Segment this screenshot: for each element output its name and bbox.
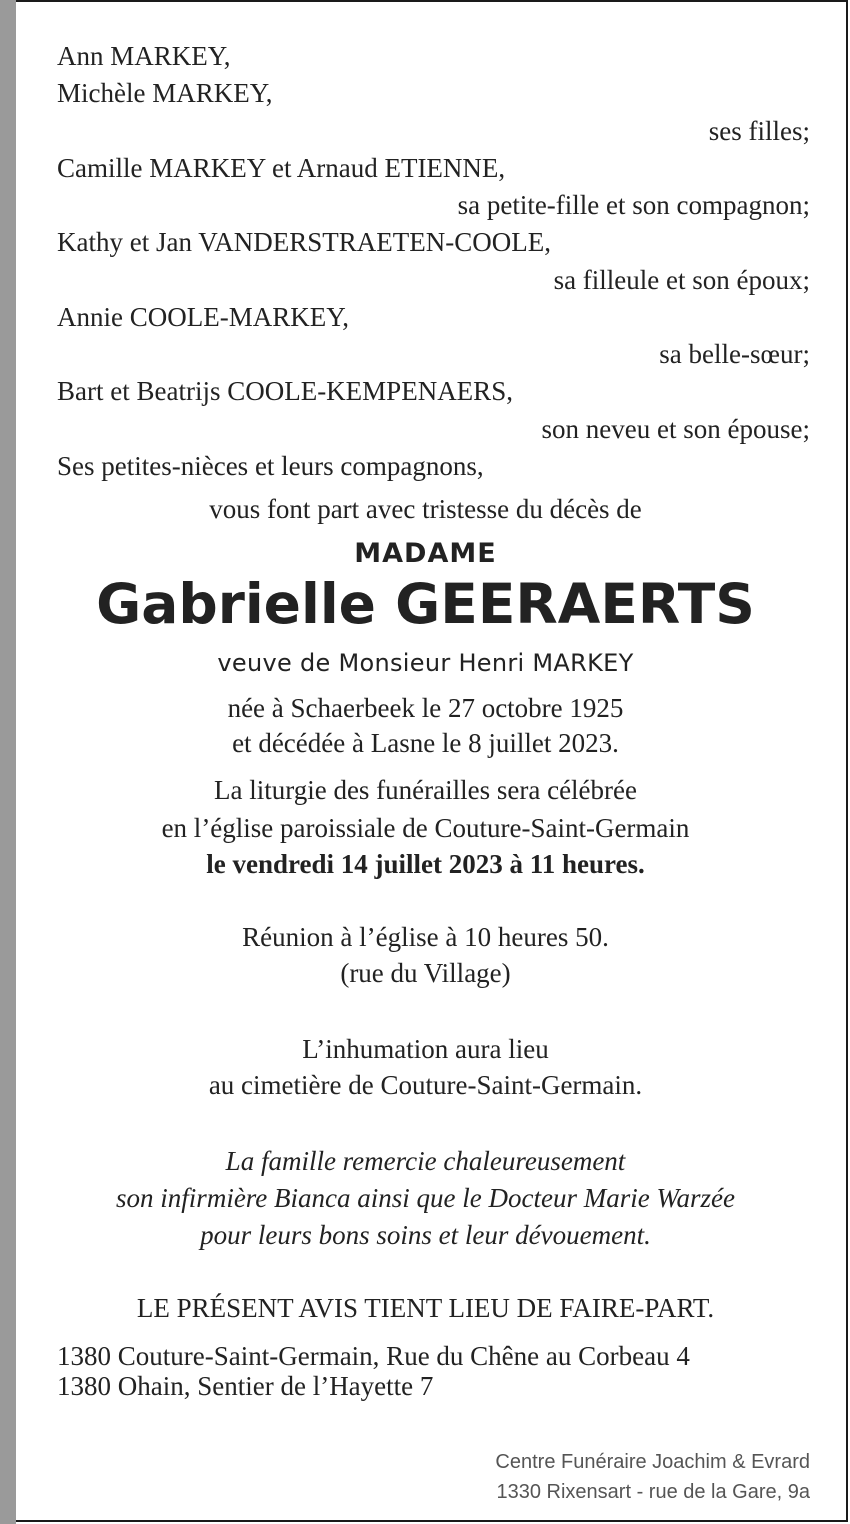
funeral-home-name: Centre Funéraire Joachim & Evrard [495,1451,810,1473]
thanks-line: La famille remercie chaleureusement [225,1146,626,1176]
deceased-name: Gabrielle GEERAERTS [96,572,755,636]
funeral-home-address: 1330 Rixensart - rue de la Gare, 9a [496,1481,810,1503]
left-margin-bar [0,0,16,1524]
address-line: 1380 Ohain, Sentier de l’Hayette 7 [57,1371,434,1401]
thanks-line: son infirmière Bianca ainsi que le Docteur Marie Warzée [116,1183,735,1213]
birth-info: née à Schaerbeek le 27 octobre 1925 [227,693,624,723]
burial-line-2: au cimetière de Couture-Saint-Germain. [208,1070,643,1100]
family-relation: sa belle-sœur; [659,339,810,369]
family-line: Bart et Beatrijs COOLE-KEMPENAERS, [57,376,513,406]
family-relation: sa petite-fille et son compagnon; [457,190,810,220]
death-info: et décédée à Lasne le 8 juillet 2023. [232,728,619,758]
funeral-line-2: en l’église paroissiale de Couture-Saint-Germain [161,813,690,843]
funeral-line-1: La liturgie des funérailles sera célébrée [213,775,638,805]
meeting-line-1: Réunion à l’église à 10 heures 50. [242,922,609,952]
notice-statement: LE PRÉSENT AVIS TIENT LIEU DE FAIRE-PART. [136,1293,715,1323]
family-line: Ann MARKEY, [57,41,231,71]
family-line: Kathy et Jan VANDERSTRAETEN-COOLE, [57,227,551,257]
family-line: Camille MARKEY et Arnaud ETIENNE, [57,153,506,183]
family-relation: sa filleule et son époux; [553,265,810,295]
family-line: Annie COOLE-MARKEY, [57,302,349,332]
meeting-line-2: (rue du Village) [340,958,511,988]
deceased-title: MADAME [354,538,497,569]
announcement: vous font part avec tristesse du décès de [209,494,642,524]
family-relation: ses filles; [708,116,810,146]
address-line: 1380 Couture-Saint-Germain, Rue du Chêne au Corbeau 4 [57,1341,690,1371]
widow-of: veuve de Monsieur Henri MARKEY [217,649,634,677]
family-relation: son neveu et son épouse; [541,414,810,444]
thanks-line: pour leurs bons soins et leur dévouement. [200,1220,651,1250]
family-line: Ses petites-nièces et leurs compagnons, [57,451,484,481]
family-line: Michèle MARKEY, [57,78,273,108]
funeral-date: le vendredi 14 juillet 2023 à 11 heures. [206,849,645,879]
burial-line-1: L’inhumation aura lieu [302,1034,549,1064]
